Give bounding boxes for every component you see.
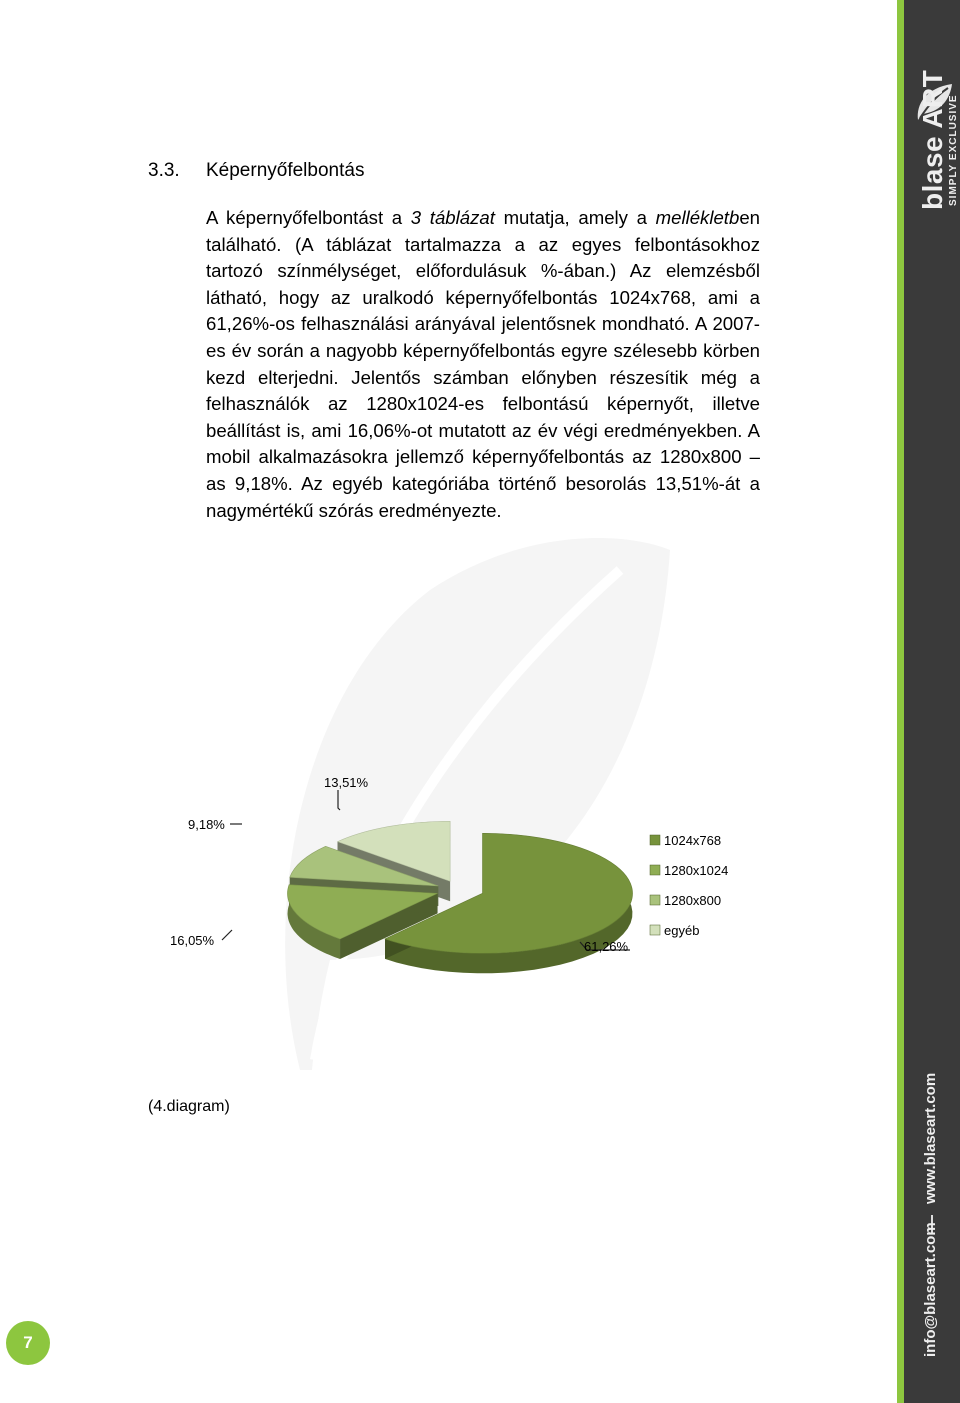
data-label-egyeb: 13,51%: [324, 775, 369, 790]
data-label-1280x1024: 16,05%: [170, 933, 215, 948]
text-run: mutatja, amely a: [494, 207, 656, 228]
legend-swatch-1024x768: [650, 835, 660, 845]
chart-legend: [650, 833, 728, 938]
email-link[interactable]: info@blaseart.com: [922, 1222, 939, 1357]
page-number: 7: [6, 1321, 50, 1365]
pie-slices: [288, 821, 633, 973]
text-run: en található. (A táblázat tartalmazza a az egyes felbontásokhoz tartozó színmélységet, előfordulásuk %-ában.) Az elemzésből látható, hogy az uralkodó képernyőfelbontás 1024x768, ami a 61,26%-os felhasználási arányával jelentősnek mondható. A 2007-es év során a nagyobb képernyőfelbontás egyre szélesebb körben kezd elterjedni. Jelentős számban előnyben részesítik még a felhasználók az 1280x1024-es felbontású képernyőt, illetve beállítást is, ami 16,06%-ot mutatott az év végi eredményekben. A mobil alkalmazásokra jellemző képernyőfelbontás az 1280x800 – as 9,18%. Az egyéb kategóriába történő besorolás 13,51%-át a nagymértékű szórás eredményezte.: [206, 207, 761, 521]
diagram-caption: (4.diagram): [148, 1098, 230, 1115]
legend-swatch-1280x800: [650, 895, 660, 905]
data-label-1280x800: 9,18%: [188, 817, 225, 832]
website-link[interactable]: www.blaseart.com: [922, 1072, 939, 1204]
green-accent-stripe: [897, 0, 904, 1403]
legend-label-1024x768: 1024x768: [664, 833, 722, 848]
text-run: A képernyőfelbontást a: [206, 207, 411, 228]
pie-chart: [150, 760, 770, 1000]
body-paragraph: [206, 205, 760, 524]
section-title: Képernyőfelbontás: [206, 160, 365, 181]
legend-swatch-egyeb: [650, 925, 660, 935]
data-label-1024x768: 61,26%: [584, 939, 629, 954]
legend-label-1280x800: 1280x800: [664, 893, 722, 908]
section-number: 3.3.: [148, 160, 180, 181]
legend-label-egyeb: egyéb: [664, 923, 700, 938]
brand-name: blase ART: [917, 69, 948, 210]
brand-tagline: SIMPLY EXCLUSIVE: [948, 94, 959, 206]
legend-swatch-1280x1024: [650, 865, 660, 875]
brand-sidebar: [904, 0, 960, 1403]
appendix-reference: mellékletb: [655, 207, 740, 228]
table-reference: 3 táblázat: [410, 207, 495, 228]
legend-label-1280x1024: 1280x1024: [664, 863, 729, 878]
